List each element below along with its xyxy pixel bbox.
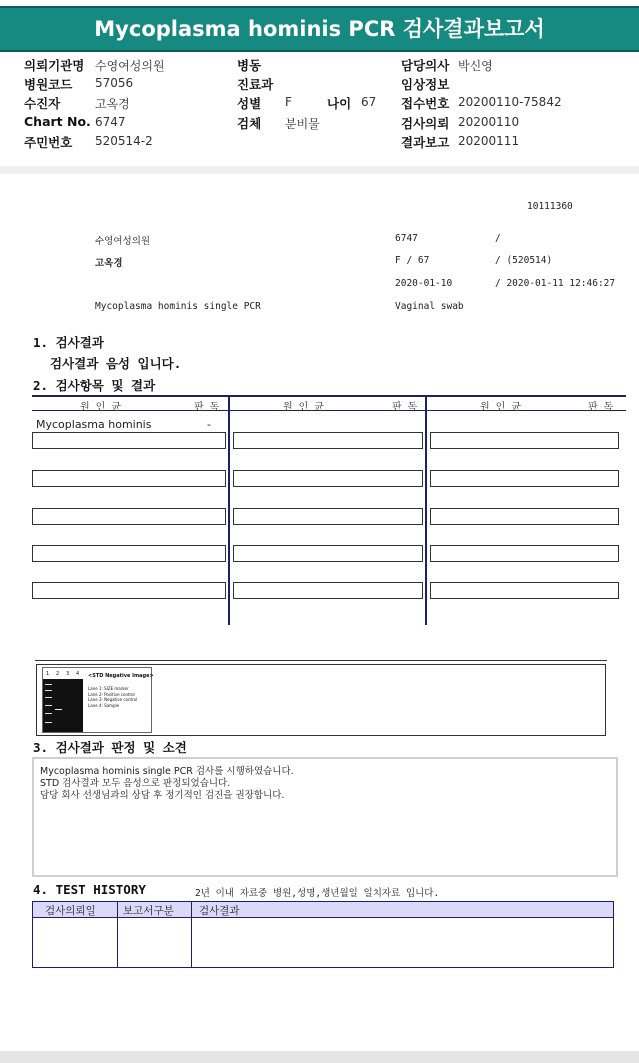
section2-title: 2. 검사항목 및 결과 <box>33 378 156 393</box>
table-top-rule <box>32 395 626 397</box>
gel-band <box>45 684 52 685</box>
result-cell <box>32 508 226 525</box>
result-cell <box>430 582 619 599</box>
section3-title: 3. 검사결과 판정 및 소견 <box>33 740 187 755</box>
value-receipt-no: 20200110-75842 <box>458 95 562 109</box>
column-divider-2 <box>425 395 427 625</box>
gel-band <box>45 722 52 723</box>
col-organism-2: 원 인 균 <box>283 402 325 413</box>
history-header-row <box>32 901 614 918</box>
report-slash: / <box>495 233 501 244</box>
result-cell <box>430 545 619 562</box>
gel-legend-item: Lane 1: SIZE marker <box>88 686 129 691</box>
value-hospital-code: 57056 <box>95 76 134 90</box>
history-divider-2 <box>191 901 192 968</box>
result-cell <box>430 508 619 525</box>
label-hospital-code: 병원코드 <box>24 77 73 92</box>
gel-legend-item: Lane 3: Negative control <box>88 697 138 702</box>
value-resident-no: 520514-2 <box>95 134 153 148</box>
gel-band <box>45 697 52 698</box>
opinion-line: STD 검사결과 모두 음성으로 판정되었습니다. <box>40 778 231 789</box>
report-report-date: / 2020-01-11 12:46:27 <box>495 278 616 289</box>
result-cell <box>32 582 226 599</box>
label-request-date: 검사의뢰 <box>401 116 450 131</box>
opinion-line: 담당 회사 선생님과의 상담 후 정기적인 검진을 권장합니다. <box>40 790 285 801</box>
col-judgment-1: 판 독 <box>194 402 220 413</box>
report-sex-age: F / 67 <box>395 255 430 266</box>
gel-band <box>55 709 62 710</box>
col-organism-3: 원 인 균 <box>480 402 522 413</box>
label-report-date: 결과보고 <box>401 135 450 150</box>
result-cell <box>233 508 423 525</box>
gel-lane-label: 2 <box>56 671 60 677</box>
history-border-right <box>613 901 614 968</box>
history-body <box>32 917 614 968</box>
report-title: Mycoplasma hominis PCR 검사결과보고서 <box>0 6 639 52</box>
result-cell <box>233 545 423 562</box>
result-cell <box>32 432 226 449</box>
label-sex: 성별 <box>237 96 262 111</box>
label-specimen: 검체 <box>237 116 262 131</box>
report-birth: / (520514) <box>495 255 553 266</box>
value-sex: F <box>285 95 292 109</box>
value-patient: 고옥경 <box>95 97 130 111</box>
col-organism-1: 원 인 균 <box>80 402 122 413</box>
value-request-date: 20200110 <box>458 115 520 129</box>
gel-lane-label: 1 <box>46 671 50 677</box>
history-col-report-type: 보고서구분 <box>123 905 174 917</box>
history-note: 2년 이내 자료중 병원,성명,생년월일 일치자료 입니다. <box>195 888 440 899</box>
gel-lane-label: 4 <box>76 671 80 677</box>
label-ward: 병동 <box>237 58 262 73</box>
section4-title: 4. TEST HISTORY <box>33 882 146 897</box>
label-receipt-no: 접수번호 <box>401 96 450 111</box>
page-bottom-bar <box>0 1051 639 1063</box>
report-specimen: Vaginal swab <box>395 301 464 312</box>
value-clinic: 수영여성의원 <box>95 59 165 73</box>
section1-title: 1. 검사결과 <box>33 335 104 350</box>
organism-result: - <box>207 418 211 431</box>
report-chart: 6747 <box>395 233 418 244</box>
report-request-date: 2020-01-10 <box>395 278 453 289</box>
result-cell <box>430 470 619 487</box>
label-doctor: 담당의사 <box>401 58 450 73</box>
history-col-request-date: 검사의뢰일 <box>45 905 96 917</box>
label-resident-no: 주민번호 <box>24 135 73 150</box>
gel-band <box>45 690 52 691</box>
history-col-result: 검사결과 <box>199 905 240 917</box>
report-code: 10111360 <box>527 201 573 212</box>
value-doctor: 박신영 <box>458 59 493 73</box>
label-clinical-info: 임상정보 <box>401 77 450 92</box>
result-cell <box>32 470 226 487</box>
gel-legend-item: Lane 4: Sample <box>88 702 120 708</box>
opinion-line: Mycoplasma hominis single PCR 검사를 시행하였습니다. <box>40 766 294 777</box>
section-gap <box>0 166 639 174</box>
gel-band <box>45 713 52 714</box>
label-patient: 수진자 <box>24 96 61 111</box>
value-specimen: 분비물 <box>285 117 320 131</box>
report-clinic: 수영여성의원 <box>95 236 151 247</box>
history-divider-1 <box>117 901 118 968</box>
result-cell <box>233 582 423 599</box>
value-report-date: 20200111 <box>458 134 520 148</box>
gel-band <box>45 705 52 706</box>
label-age: 나이 <box>327 96 352 111</box>
gel-legend-item: Lane 2: Positive control <box>88 691 135 697</box>
gel-lane-label: 3 <box>66 671 70 677</box>
section1-result: 검사결과 음성 입니다. <box>50 356 182 371</box>
column-divider-1 <box>228 395 230 625</box>
label-chart-no: Chart No. <box>24 114 91 129</box>
gel-top-rule <box>35 660 607 661</box>
organism-name: Mycoplasma hominis <box>36 418 152 431</box>
result-cell <box>32 545 226 562</box>
label-clinic: 의뢰기관명 <box>24 58 85 73</box>
value-chart-no: 6747 <box>95 115 126 129</box>
result-cell <box>233 432 423 449</box>
label-department: 진료과 <box>237 77 274 92</box>
value-age: 67 <box>361 95 377 109</box>
col-judgment-3: 판 독 <box>588 402 614 413</box>
result-cell <box>430 432 619 449</box>
result-cell <box>233 470 423 487</box>
col-judgment-2: 판 독 <box>392 402 418 413</box>
report-test-name: Mycoplasma hominis single PCR <box>95 301 261 312</box>
history-border-left <box>32 901 33 968</box>
table-header-rule <box>32 410 626 411</box>
gel-title: <STD Negative Image> <box>88 673 154 679</box>
report-patient: 고옥경 <box>95 258 123 269</box>
